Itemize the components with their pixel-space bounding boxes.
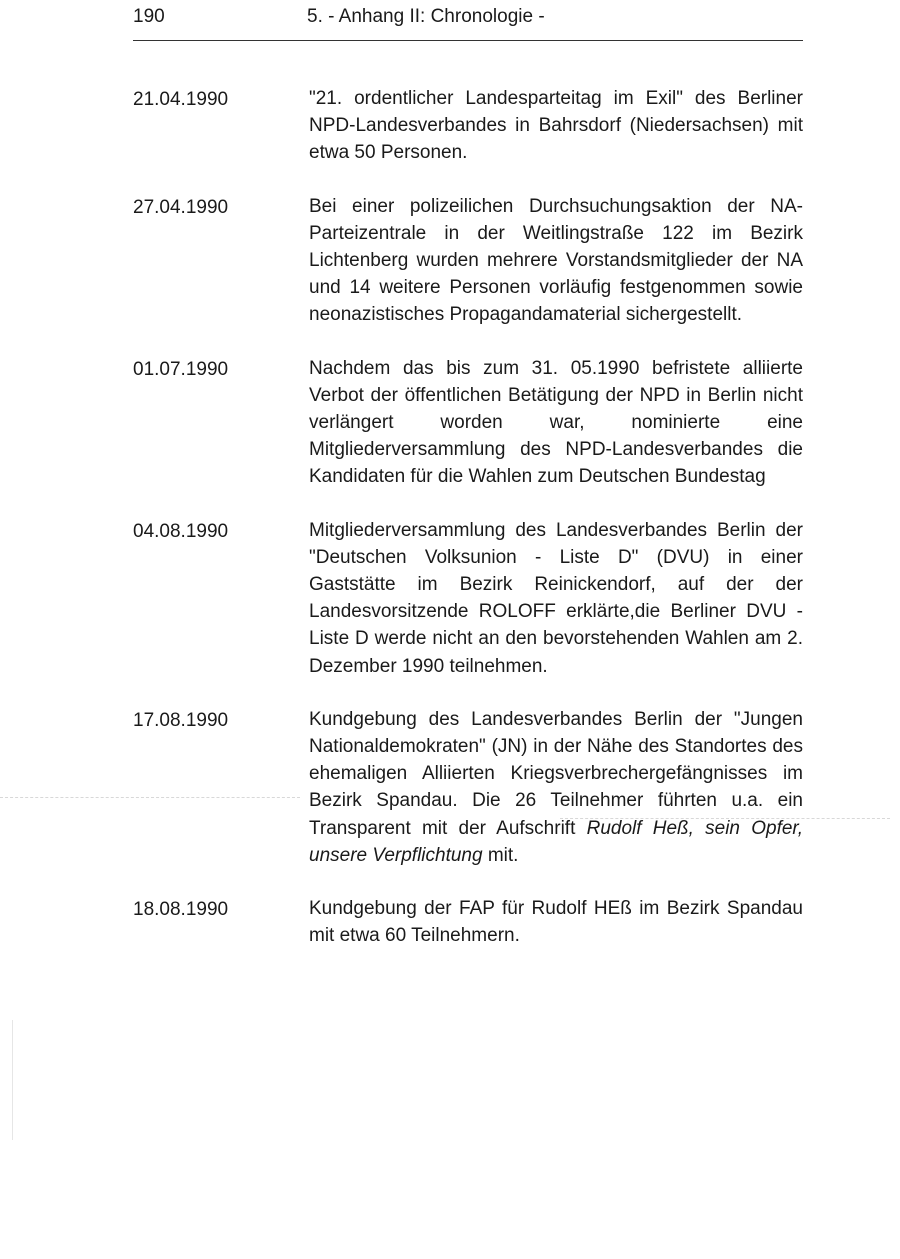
chronology-entry xyxy=(133,517,805,680)
entry-date: 27.04.1990 xyxy=(133,196,229,218)
chronology-list xyxy=(133,85,805,975)
scan-artifact xyxy=(0,797,300,798)
entry-date: 04.08.1990 xyxy=(133,520,229,542)
header-rule xyxy=(133,40,803,41)
page-header xyxy=(133,6,803,38)
chronology-entry xyxy=(133,355,805,491)
entry-text: Nachdem das bis zum 31. 05.1990 befristete alliierte Verbot der öffentlichen Betätigung der NPD in Berlin nicht verlängert worden war, nominierte eine Mitgliederversammlung des NPD-Landesverbandes die Kandidaten für die Wahlen zum Deutschen Bundestag xyxy=(309,357,803,488)
banner-inscription: Rudolf Heß, sein Opfer, unsere Verpflichtung xyxy=(309,817,803,866)
entry-text: "21. ordentlicher Landesparteitag im Exil" des Berliner NPD-Landesverbandes in Bahrsdorf (Niedersachsen) mit etwa 50 Personen. xyxy=(309,88,803,164)
scan-artifact xyxy=(560,818,890,819)
chronology-entry xyxy=(133,706,805,869)
entry-text-part: mit. xyxy=(482,844,519,866)
running-title: 5. - Anhang II: Chronologie - xyxy=(307,6,545,27)
entry-date: 21.04.1990 xyxy=(133,89,229,110)
entry-text-part: Kundgebung des Landesverbandes Berlin der "Jungen Nationaldemokraten" (JN) in der Nähe des Standortes des ehemaligen Alliierten Kriegsverbrechergefängnisses im Bezirk Spandau. Die 26 Teilnehmer führten u.a. ein Transparent mit der Aufschrift xyxy=(309,708,803,839)
entry-date: 17.08.1990 xyxy=(133,709,229,731)
chronology-entry xyxy=(133,895,805,949)
chronology-entry xyxy=(133,85,805,167)
page-number: 190 xyxy=(133,6,165,27)
entry-date: 18.08.1990 xyxy=(133,899,229,921)
entry-text: Mitgliederversammlung des Landesverbandes Berlin der "Deutschen Volksunion - Liste D" (DVU) in einer Gaststätte im Bezirk Reinickendorf, auf der der Landesvorsitzende ROLOFF erklärte,die Berliner DVU - Liste D werde nicht an den bevorstehenden Wahlen am 2. Dezember 1990 teilnehmen. xyxy=(309,519,803,677)
entry-text xyxy=(309,706,803,869)
entry-text: Kundgebung der FAP für Rudolf HEß im Bezirk Spandau mit etwa 60 Teilnehmern. xyxy=(309,898,803,947)
chronology-entry xyxy=(133,193,805,329)
entry-text: Bei einer polizeilichen Durchsuchungsaktion der NA-Parteizentrale in der Weitlingstraße 122 im Bezirk Lichtenberg wurden mehrere Vorstandsmitglieder der NA und 14 weitere Personen vorläufig festgenommen sowie neonazistisches Propagandamaterial sichergestellt. xyxy=(309,195,803,326)
entry-date: 01.07.1990 xyxy=(133,358,229,380)
scan-artifact xyxy=(12,1020,13,1140)
